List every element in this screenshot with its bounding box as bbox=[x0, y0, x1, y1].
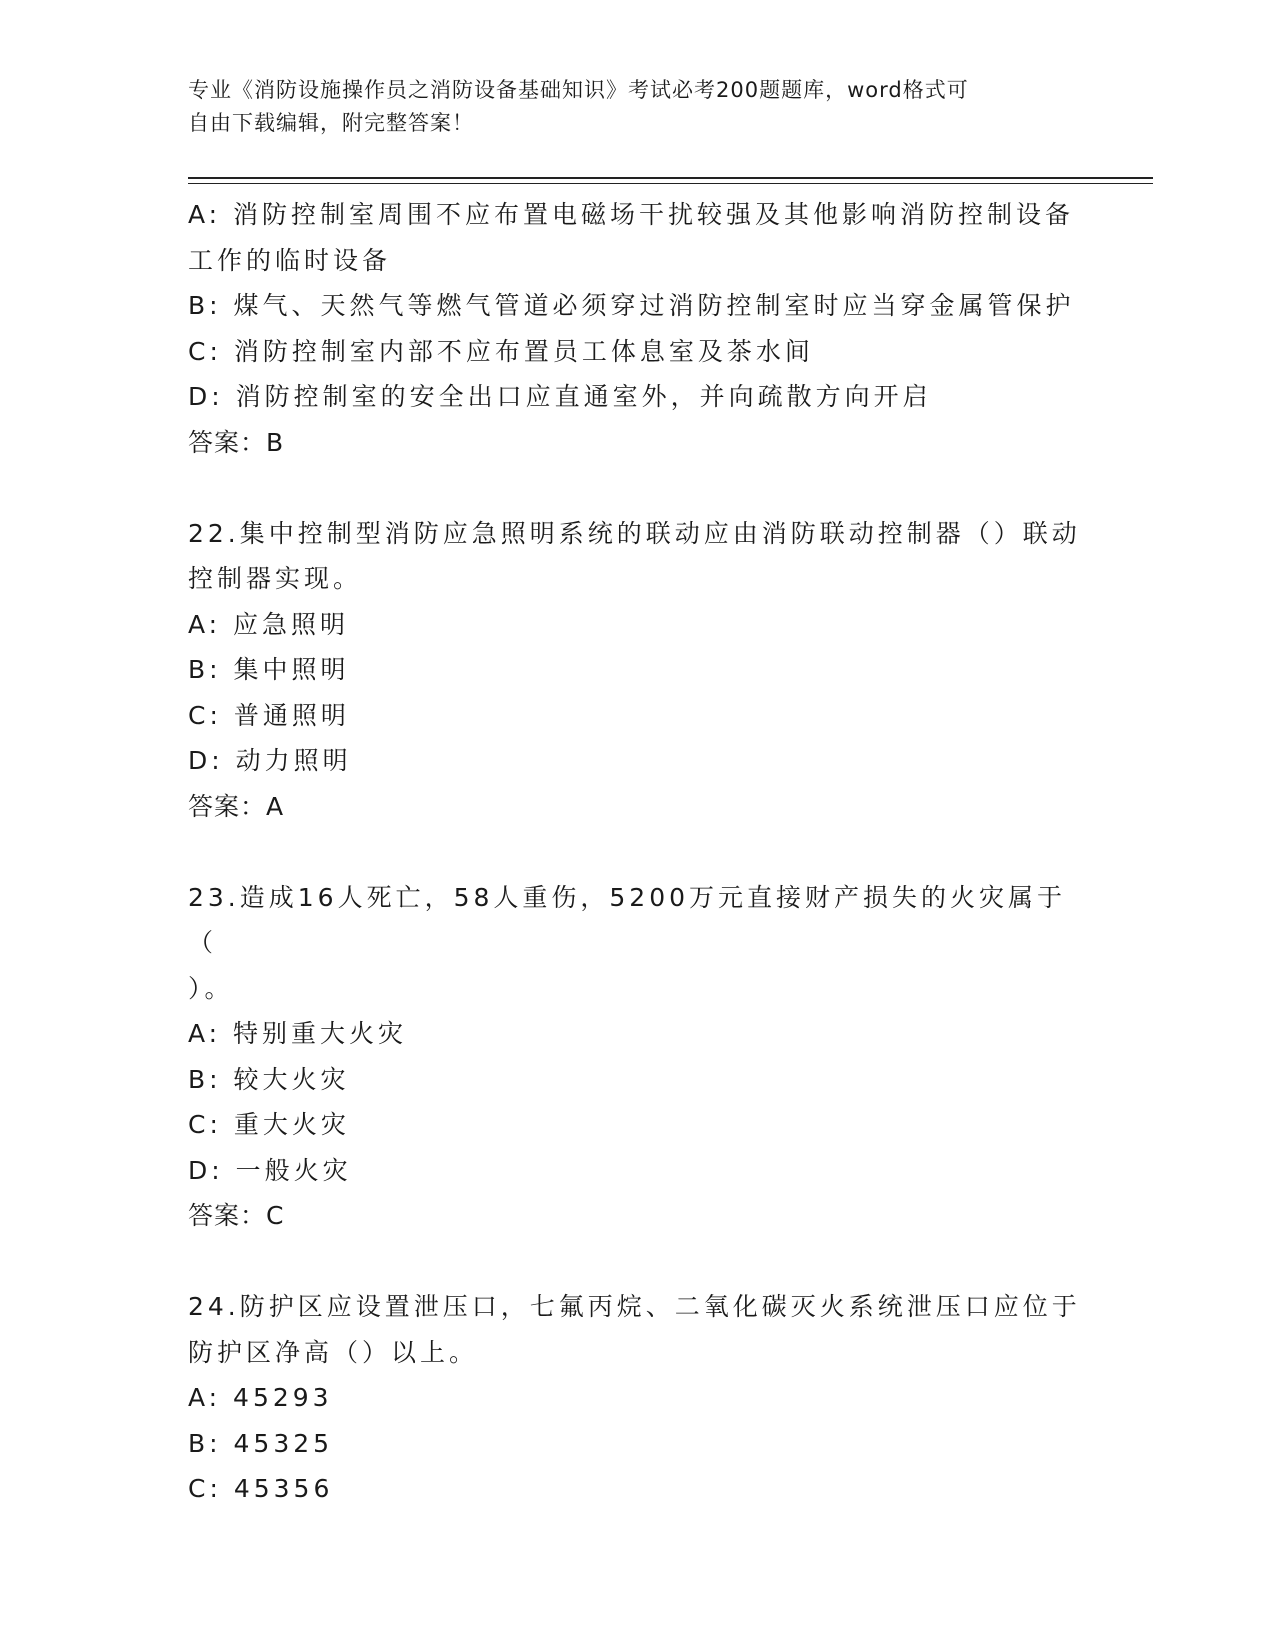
answer: 答案：C bbox=[188, 1201, 285, 1230]
option-b: B: 较大火灾 bbox=[188, 1064, 350, 1094]
question-21 bbox=[188, 192, 1088, 465]
option-b: B: 煤气、天然气等燃气管道必须穿过消防控制室时应当穿金属管保护 bbox=[188, 291, 1075, 320]
option-b: B: 45325 bbox=[188, 1428, 334, 1458]
option-c: C: 重大火灾 bbox=[188, 1110, 350, 1139]
answer: 答案：A bbox=[188, 791, 285, 821]
answer: 答案：B bbox=[188, 427, 285, 457]
option-a: A: 特别重大火灾 bbox=[188, 1019, 408, 1048]
header-title-line-2: 自由下载编辑，附完整答案！ bbox=[188, 111, 474, 135]
option-d: D: 一般火灾 bbox=[188, 1155, 352, 1185]
question-23 bbox=[188, 875, 1088, 1239]
option-a: A: 45293 bbox=[188, 1383, 333, 1412]
option-c: C: 消防控制室内部不应布置员工体息室及茶水间 bbox=[188, 336, 814, 366]
question-24 bbox=[188, 1284, 1088, 1512]
question-stem-line-2: 控制器实现。 bbox=[188, 564, 363, 593]
option-a: A: 应急照明 bbox=[188, 609, 350, 639]
question-stem-line-1: 22.集中控制型消防应急照明系统的联动应由消防联动控制器（）联动 bbox=[188, 518, 1081, 548]
document-header bbox=[188, 74, 1068, 140]
question-stem-line-2: ）。 bbox=[188, 973, 234, 1003]
header-divider-thick bbox=[188, 177, 1153, 179]
question-stem-line-1: 24.防护区应设置泄压口，七氟丙烷、二氧化碳灭火系统泄压口应位于 bbox=[188, 1292, 1081, 1321]
header-divider-thin bbox=[188, 183, 1153, 184]
option-d: D: 动力照明 bbox=[188, 746, 352, 775]
option-a-line-2: 工作的临时设备 bbox=[188, 245, 392, 275]
option-d: D: 消防控制室的安全出口应直通室外，并向疏散方向开启 bbox=[188, 382, 932, 411]
option-c: C: 45356 bbox=[188, 1474, 334, 1503]
option-b: B: 集中照明 bbox=[188, 655, 350, 684]
header-title-line-1: 专业《消防设施操作员之消防设备基础知识》考试必考200题题库，word格式可 bbox=[188, 78, 969, 102]
option-a-line-1: A: 消防控制室周围不应布置电磁场干扰较强及其他影响消防控制设备 bbox=[188, 200, 1075, 229]
option-c: C: 普通照明 bbox=[188, 700, 350, 730]
question-stem-line-1: 23.造成16人死亡，58人重伤，5200万元直接财产损失的火灾属于（ bbox=[188, 882, 1067, 957]
question-22 bbox=[188, 511, 1088, 830]
question-list bbox=[188, 192, 1088, 1512]
question-stem-line-2: 防护区净高（）以上。 bbox=[188, 1337, 479, 1367]
